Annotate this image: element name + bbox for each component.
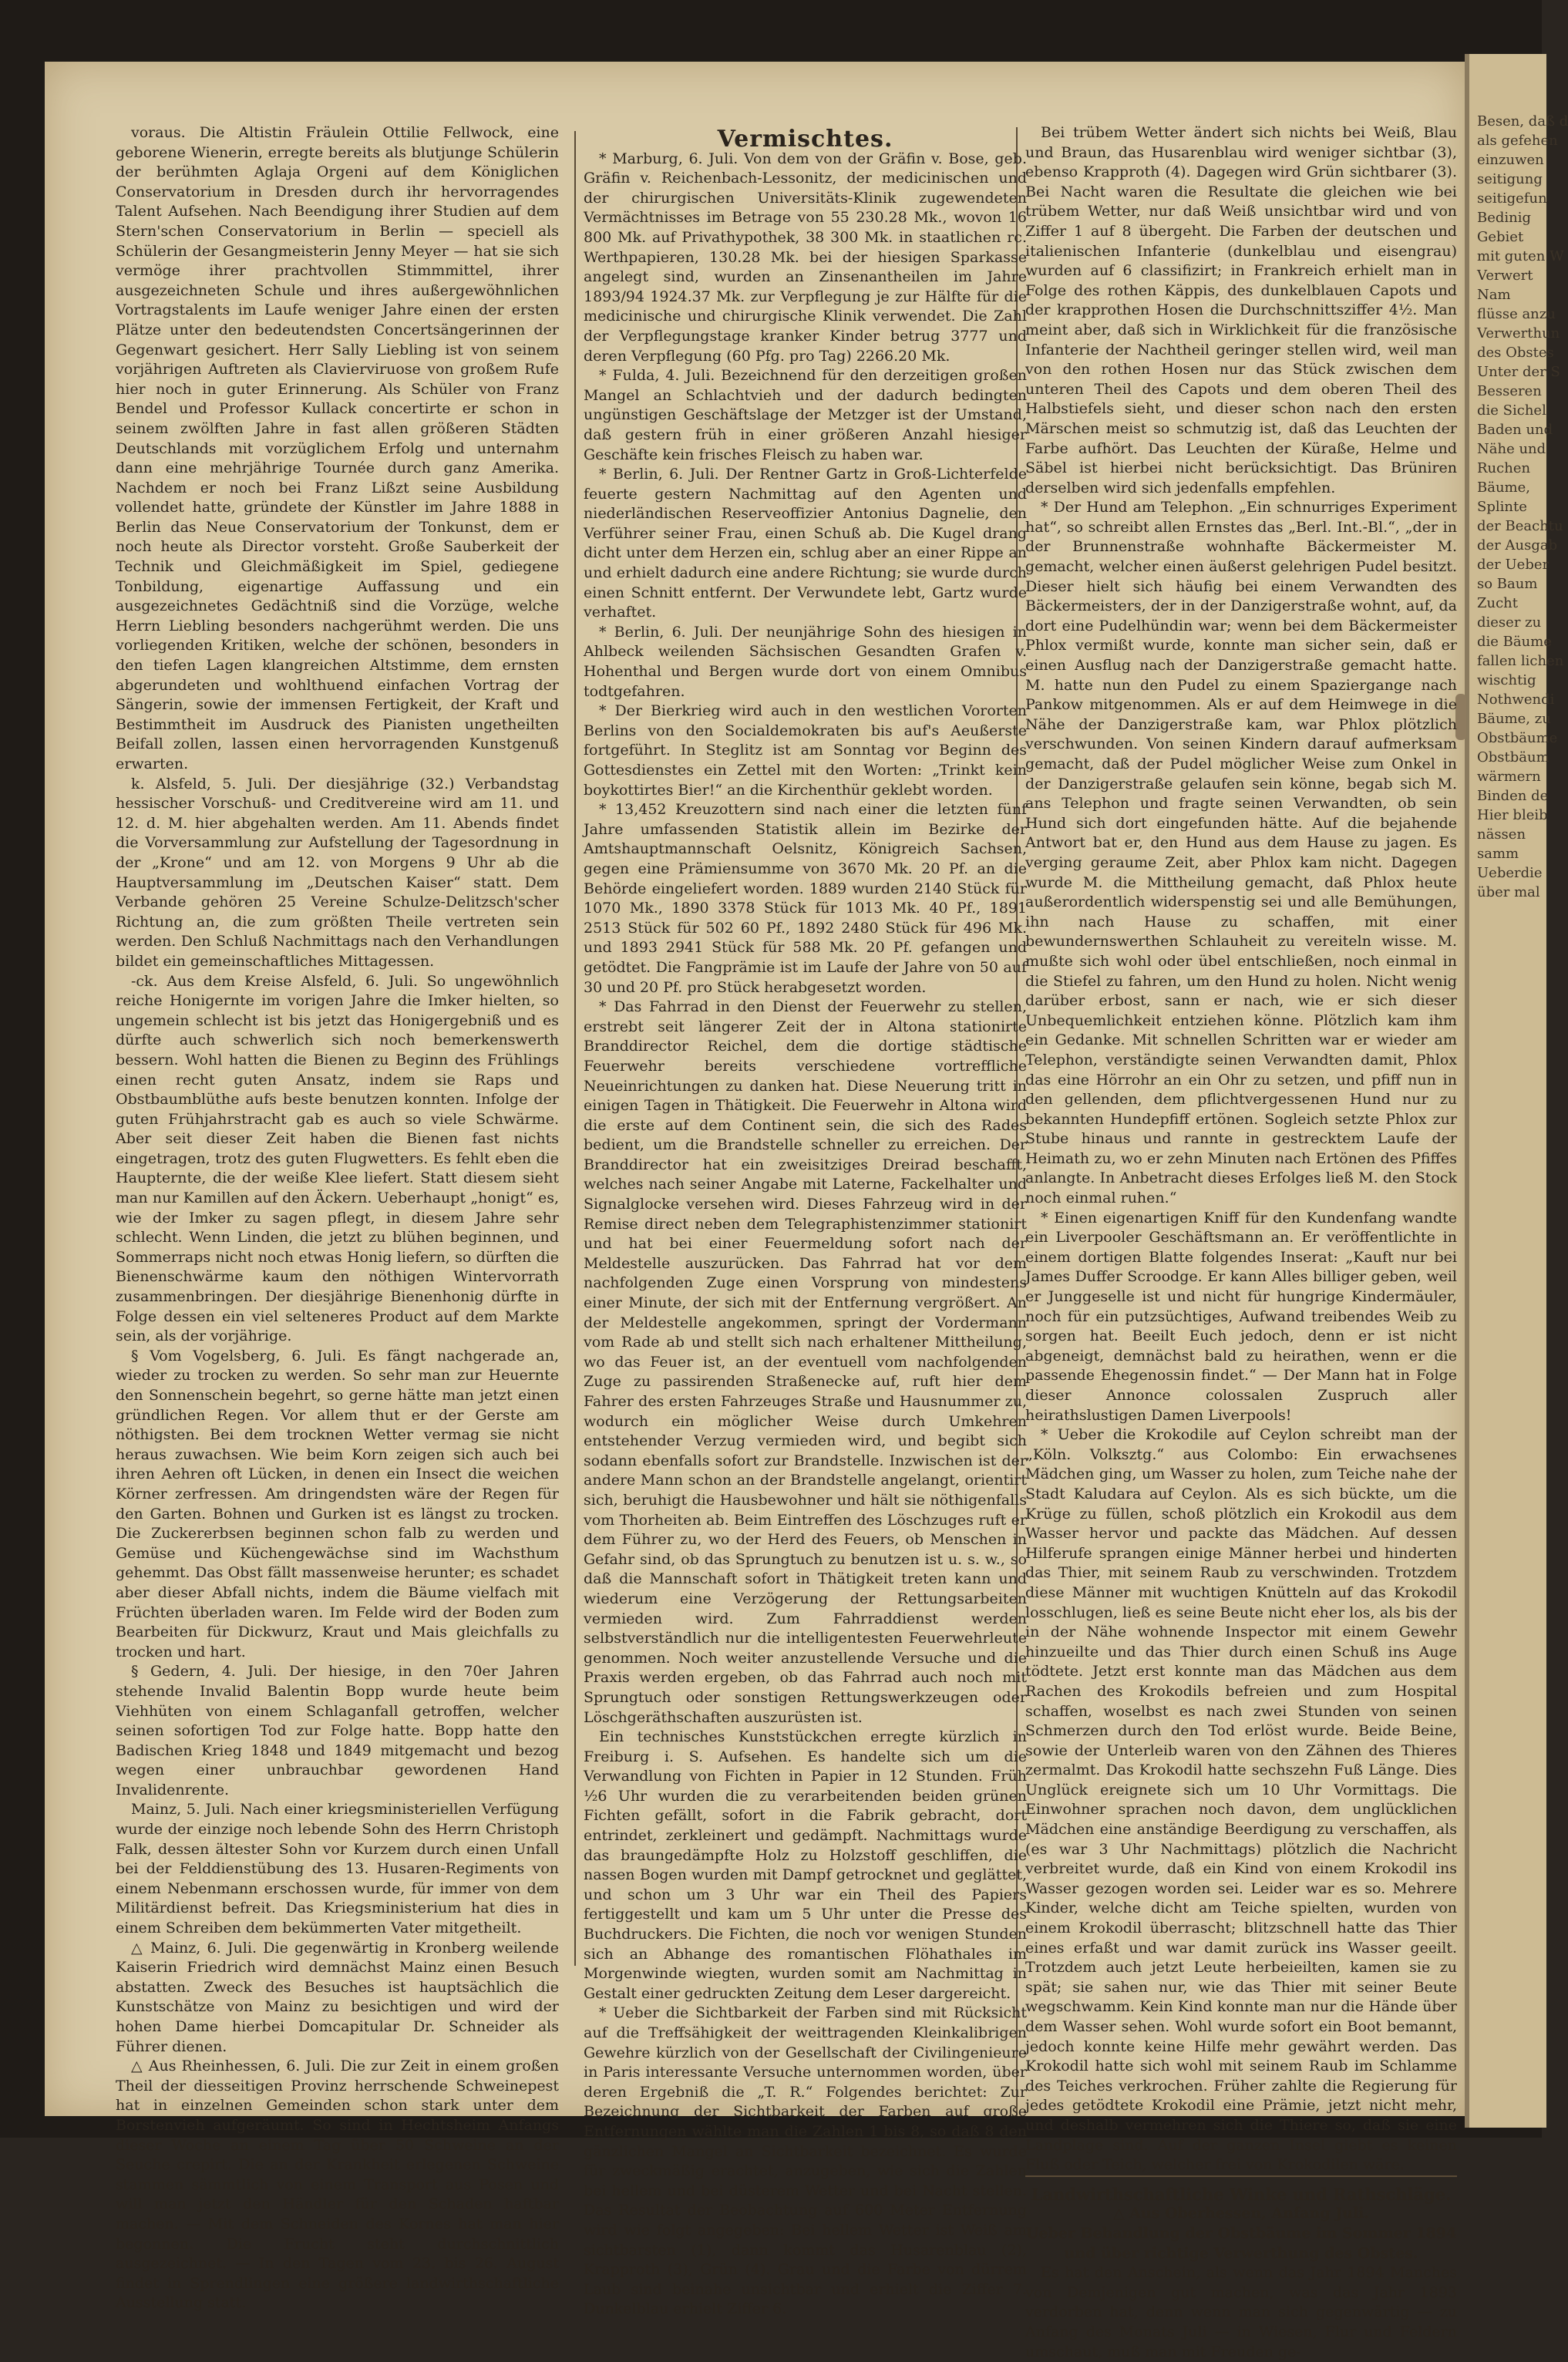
article-paragraph: * 13,452 Kreuzottern sind nach einer die letzten fünf Jahre umfassenden Statistik allein im Bezirke der Amtshauptmannschaft Oelsnitz, Königreich Sachsen, gegen eine Prämiensumme von 3670 Mk. 20 Pf. an die Behörde eingeliefert worden. 1889 wurden 2140 Stück für 1070 Mk., 1890 3378 Stück für 1013 Mk. 40 Pf., 1891 2513 Stück für 502 60 Pf., 1892 2480 Stück für 496 Mk. und 1893 2941 Stück für 588 Mk. 20 Pf. gefangen und getödtet. Die Fangprämie ist im Laufe der Jahre von 50 auf 30 und 20 Pf. pro Stück herabgesetzt worden. (584, 801, 1027, 996)
adjacent-page-fragment: Ruchen (1477, 460, 1531, 476)
adjacent-page-fragment: Nam (1477, 287, 1511, 303)
article-paragraph: k. Alsfeld, 5. Juli. Der diesjährige (32.) Verbandstag hessischer Vorschuß- und Creditvereine wird am 11. und 12. d. M. hier abgehalten werden. Am 11. Abends findet die Vorversammlung zur Aufstellung der Tagesordnung in der „Krone“ und am 12. von Morgens 9 Uhr ab die Hauptversammlung im „Deutschen Kaiser“ statt. Dem Verbande gehören 25 Vereine Schulze-Delitzsch'scher Richtung an, die zum größten Theile vertreten sein werden. Den Schluß Nachmittags nach den Verhandlungen bildet ein gemeinschaftliches Mittagessen. (116, 775, 559, 970)
adjacent-page-fragment: Bedinig (1477, 210, 1532, 226)
section-heading-vermischtes: Vermischtes. (717, 126, 893, 153)
adjacent-page-fragment: der Beachtu (1477, 518, 1563, 534)
article-paragraph: § Gedern, 4. Juli. Der hiesige, in den 70er Jahren stehende Invalid Balentin Bopp wurde heute beim Viehhüten von einem Schlaganfall getroffen, welcher seinen sofortigen Tod zur Folge hatte. Bopp hatte den Badischen Krieg 1848 und 1849 mitgemacht und bezog wegen einer unbrauchbar gewordenen Hand Invalidenrente. (116, 1663, 559, 1798)
adjacent-page-fragment: einzuwen (1477, 152, 1544, 168)
adjacent-page-fragment: seitigung (1477, 171, 1543, 187)
article-paragraph: Ein technisches Kunststückchen erregte kürzlich in Freiburg i. S. Aufsehen. Es handelte sich um die Verwandlung von Fichten in Papier in 12 Stunden. Früh ½6 Uhr wurden die zu verarbeitenden beiden grünen Fichten gefällt, sofort in die Fabrik gebracht, dort entrindet, zerkleinert und gedämpft. Nachmittags wurde das braungedämpfte Holz zu Holzstoff geschliffen, die nassen Bogen wurden mit Dampf getrocknet und geglättet, und schon um 3 Uhr war ein Theil des Papiers fertiggestellt und kam um 5 Uhr unter die Presse des Buchdruckers. Die Fichten, die noch vor wenigen Stunden sich an Abhange des romantischen Flöhathales im Morgenwinde wiegten, wurden somit am Nachmittag in Gestalt einer gedruckten Zeitung dem Leser dargereicht. (584, 1728, 1027, 2002)
adjacent-page-fragment: Hier bleib (1477, 807, 1548, 823)
adjacent-page-fragment: Baden und (1477, 422, 1553, 438)
adjacent-page-fragment: so Baum (1477, 576, 1538, 592)
column-1 (116, 123, 559, 2312)
article-paragraph: * Ueber die Krokodile auf Ceylon schreibt man der „Köln. Volksztg.“ aus Colombo: Ein erwachsenes Mädchen ging, um Wasser zu holen, zum Teiche nahe der Stadt Kaludara auf Ceylon. Als es sich bückte, um die Krüge zu füllen, schoß plötzlich ein Krokodil aus dem Wasser hervor und packte das Mädchen. Auf dessen Hilferufe sprangen einige Männer herbei und hinderten das Thier, mit seinem Raub zu verschwinden. Trotzdem diese Männer mit wuchtigen Knütteln auf das Krokodil losschlugen, ließ es seine Beute nicht eher los, als bis der in der Nähe wohnende Inspector mit einem Gewehr hinzueilte und das Thier durch einen Schuß ins Auge tödtete. Jetzt erst konnte man das Mädchen aus dem Rachen des Krokodils befreien und zum Hospital schaffen, woselbst es nach zwei Stunden von seinen Schmerzen durch den Tod erlöst wurde. Beide Beine, sowie der Unterleib waren von den Zähnen des Thieres zermalmt. Das Krokodil hatte sechszehn Fuß Länge. Dies Unglück ereignete sich um 10 Uhr Vormittags. Die Einwohner sprachen noch davon, dem unglücklichen Mädchen eine anständige Beerdigung zu verschaffen, als (es war 3 Uhr Nachmittags) plötzlich die Nachricht verbreitet wurde, daß ein Kind von einem Krokodil ins Wasser gezogen worden sei. Leider war es so. Mehrere Kinder, welche dicht am Teiche spielten, wurden von einem Krokodil überrascht; blitzschnell hatte das Thier eines erfaßt und war damit zurück ins Wasser geeilt. Trotzdem auch jetzt Leute herbeieilten, kamen sie zu spät; sie sahen nur, wie das Thier mit seiner Beute wegschwamm. Kein Kind konnte man nur die Hände über dem Wasser sehen. Wohl wurde sofort ein Boot bemannt, jedoch konnte keine Hilfe mehr gewährt werden. Das Krokodil hatte sich wohl mit seinem Raub im Schlamme des Teiches verkrochen. Früher zahlte die Regierung für jedes getödtete Krokodil eine Prämie, jetzt nicht mehr, und deshalb vermehren sich die Thiere so, daß sie eine Landplage sind. Auf der ganzen Insel giebt es keinen Fluß oder Teich, welcher frei von Krokodilen wäre. (1025, 1426, 1457, 2174)
column-3-body (1025, 123, 1457, 2175)
article-paragraph: * Berlin, 6. Juli. Der Rentner Gartz in Groß-Lichterfelde feuerte gestern Nachmittag auf den Agenten und niederländischen Reserveoffizier Antonius Dagnelie, den Verführer seiner Frau, einen Schuß ab. Die Kugel drang dicht unter dem Herzen ein, schlug aber an einer Rippe an und erhielt dadurch eine andere Richtung; sie wurde durch einen Schnitt entfernt. Der Verwundete lebt, Gartz wurde verhaftet. (584, 466, 1027, 621)
adjacent-page-fragment: samm (1477, 846, 1519, 862)
adjacent-page-fragment: wärmern (1477, 769, 1541, 785)
column-2-body (584, 150, 1027, 2320)
article-paragraph: Mainz, 5. Juli. Nach einer kriegsministeriellen Verfügung wurde der einzige noch lebende Sohn des Herrn Christoph Falk, dessen ältester Sohn vor Kurzem durch einen Unfall bei der Felddienstübung des 13. Husaren-Regiments von einem Nebenmann erschossen wurde, für immer von dem Militärdienst befreit. Das Kriegsministerium hat dies in einem Schreiben dem bekümmerten Vater mitgetheilt. (116, 1801, 559, 1937)
agriculture-subtitle: Ueber Behandlung der Obstbäume im Sommer 1894 und über richtige Verwerthung des Obstes. (1025, 2224, 1457, 2262)
article-paragraph: * Der Bierkrieg wird auch in den westlichen Vororten Berlins von den Socialdemokraten bis auf's Aeußerste fortgeführt. In Steglitz ist am Sonntag vor Beginn des Gottesdienstes ein Zettel mit den Worten: „Trinkt kein boykottirtes Bier!“ an die Kirchenthür geklebt worden. (584, 702, 1027, 799)
adjacent-page-fragment: Verwerthun (1477, 325, 1560, 342)
article-paragraph: * Der Hund am Telephon. „Ein schnurriges Experiment hat“, so schreibt allen Ernstes das „Berl. Int.-Bl.“, „der in der Brunnenstraße wohnhafte Bäckermeister M. gemacht, welcher einen äußerst gelehrigen Pudel besitzt. Dieser hielt sich häufig bei einem Verwandten des Bäckermeisters, der in der Danzigerstraße wohnt, auf, da dort eine Pudelhündin war; wenn bei dem Bäckermeister Phlox vermißt wurde, konnte man sicher sein, daß er einen Ausflug nach der Danzigerstraße gemacht hatte. M. hatte nun den Pudel zu einem Spaziergange nach Pankow mitgenommen. Als er auf dem Heimwege in die Nähe der Danzigerstraße kam, war Phlox plötzlich verschwunden. Von seinen Kindern darauf aufmerksam gemacht, daß der Pudel möglicher Weise zum Onkel in der Danzigerstraße gelaufen sein könne, begab sich M. ans Telephon und fragte seinen Verwandten, ob sein Hund sich dort eingefunden hätte. Auf die bejahende Antwort bat er, den Hund aus dem Hause zu jagen. Es verging geraume Zeit, aber Phlox kam nicht. Dagegen wurde M. die Mittheilung gemacht, daß Phlox heute außerordentlich widerspenstig sei und alle Bemühungen, ihn nach Hause zu schaffen, mit einer bewundernswerthen Schlauheit zu vereiteln wisse. M. mußte sich wohl oder übel entschließen, noch einmal in die Stiefel zu fahren, um den Hund zu holen. Nicht wenig darüber erbost, sann er nach, wie er sich dieser Unbequemlichkeit entziehen könne. Plötzlich kam ihm ein Gedanke. Mit schnellen Schritten war er wieder am Telephon, verständigte seinen Verwandten damit, Phlox das eine Hörrohr an ein Ohr zu setzen, und pfiff nun in den gellenden, dem pflichtvergessenen Hund nur zu bekannten Hundepfiff ertönen. Sogleich setzte Phlox zur Stube hinaus und rannte in gestrecktem Laufe der Heimath zu, wo er zehn Minuten nach Ertönen des Pfiffes anlangte. In Anbetracht dieses Erfolges ließ M. den Stock noch einmal ruhen.“ (1025, 499, 1457, 1207)
article-paragraph: * Ueber die Sichtbarkeit der Farben sind mit Rücksicht auf die Treffsähigkeit der weittragenden Kleinkalibrigen Gewehre kürzlich von der Gesellschaft der Civilingenieure in Paris interessante Versuche unternommen worden, über deren Ergebniß die „T. R.“ Folgendes berichtet: Zur Bezeichnung der Sichtbarkeit der Farben auf große Entfernungen wählte man die Zahlen 1 bis 8, so daß 8 den gänzlichen Mangel an Sichtbarkeit bezeichnet. Es wurde für zweckmäßig erachtet, anzugeben, wie sich die Zahlen bei hellem und bei düsterem Wetter und bei Nacht stellen. Das Resultat der Beobachtung auf 600 Meter Entfernung wird wie folgt angegeben: Bei hellem Wetter ist Weiß am sichtbarsten (1), dann kommt das Husarenblau (2), Krapproth (3), Grün (4). Grau und die Farbe von dürrem Laub sind beinahe unsichtbar und erhielt die Ziffer 7. Dunkelblau erhielt Ziffer 6. (584, 2004, 1027, 2318)
adjacent-page-strip (1465, 54, 1568, 2128)
column-3 (1025, 123, 1457, 2360)
adjacent-page-fragment: Verwert (1477, 267, 1533, 284)
adjacent-page-fragment: des Obstes (1477, 345, 1554, 361)
adjacent-page-fragment: flüsse anzu (1477, 306, 1556, 322)
adjacent-page-fragment: der Ausgab (1477, 537, 1558, 553)
adjacent-page-fragment: wischtig (1477, 672, 1536, 688)
article-paragraph: △ Aus Rheinhessen, 6. Juli. Die zur Zeit in einem großen Theil der diesseitigen Provinz herrschende Schweinepest hat in einzelnen Gemeinden schon stark unter dem Borstenvieh aufgeräumt. So sind in Hechtsheim Anfangs dieser Woche an einem Tag über 50 Schweine an der Seuche crepirt. Die an der Krankheit erlegenen Schweine stammen sämmtlich von einem Transport aus Posen und will man jetzt den Händler für den Schaden haftbar machen. — Mit dem Schneiden des Kornes hat man hier begonnen. Die Frucht steht durchschnittlich ausgezeichnet. — In den Tagen vom 23. bis 26. August findet in Sprendlingen eine größere landwirthschaftliche Ausstellung statt. (116, 2057, 559, 2312)
adjacent-page-fragment: die Bäume (1477, 634, 1552, 650)
article-paragraph: * Fulda, 4. Juli. Bezeichnend für den derzeitigen großen Mangel an Schlachtvieh und der dadurch bedingten ungünstigen Geschäftslage der Metzger ist der Umstand, daß gestern früh in einer größeren Anzahl hiesiger Geschäfte kein frisches Fleisch zu haben war. (584, 367, 1027, 463)
adjacent-page-fragment: Zucht (1477, 595, 1519, 611)
agriculture-section-heading: Landwirthschaftliche Winke und Rathschläge. (1025, 2175, 1457, 2205)
adjacent-page-fragment: Obstbäume (1477, 730, 1558, 746)
adjacent-page-fragment: mit guten W (1477, 248, 1564, 264)
adjacent-page-fragment: über mal (1477, 884, 1540, 900)
margin-stain (1455, 694, 1466, 740)
article-paragraph: voraus. Die Altistin Fräulein Ottilie Fellwock, eine geborene Wienerin, erregte bereits als blutjunge Schülerin der berühmten Aglaja Orgeni auf dem Königlichen Conservatorium in Dresden durch ihr hervorragendes Talent Aufsehen. Nach Beendigung ihrer Studien auf dem Stern'schen Conservatorium in Berlin — speciell als Schülerin der Gesangmeisterin Jenny Meyer — hat sie sich vermöge ihrer prachtvollen Stimmmittel, ihrer ausgezeichneten Schule und ihres außergewöhnlichen Vortragstalents im Laufe weniger Jahre einen der ersten Plätze unter den bedeutendsten Concertsängerinnen der Gegenwart gesichert. Herr Sally Liebling ist von seinem vorjährigen Auftreten als Clavierviruose von großem Rufe hier noch in guter Erinnerung. Als Schüler von Franz Bendel und Professor Kullack concertirte er schon in seinem zwölften Jahre in fast allen größeren Städten Deutschlands mit vorzüglichem Erfolg und unternahm dann eine mehrjährige Tournée durch ganz Amerika. Nachdem er noch bei Franz Lißzt seine Ausbildung vollendet hatte, gründete der Künstler im Jahre 1888 in Berlin das Neue Conservatorium der Tonkunst, dem er noch heute als Director vorsteht. Große Sauberkeit der Technik und Gleichmäßigkeit im Spiel, gediegene Tonbildung, eigenartige Auffassung und ein ausgezeichnetes Gedächtniß sind die Vorzüge, welche Herrn Liebling besonders nachgerühmt werden. Die uns vorliegenden Kritiken, welche der schönen, besonders in den tiefen Lagen klangreichen Altstimme, dem ernsten abgerundeten und wohlthuend einfachen Vortrag der Sängerin, sowie der immensen Fertigkeit, der Kraft und Bestimmtheit im Ausdruck des Pianisten ungetheilten Beifall zollen, lassen einen hervorragenden Kunstgenuß erwarten. (116, 124, 559, 772)
article-paragraph: △ Mainz, 6. Juli. Die gegenwärtig in Kronberg weilende Kaiserin Friedrich wird demnächst Mainz einen Besuch abstatten. Zweck des Besuches ist hauptsächlich die Kunstschätze von Mainz zu besichtigen und wird der hohen Dame hierbei Domcapitular Dr. Schneider als Führer dienen. (116, 1939, 559, 2055)
adjacent-page-fragment: seitigefun (1477, 190, 1547, 207)
adjacent-page-fragment: Nothwendi (1477, 691, 1555, 708)
article-paragraph: * Marburg, 6. Juli. Von dem von der Gräfin v. Bose, geb. Gräfin v. Reichenbach-Lessonitz, der medicinischen und der chirurgischen Universitäts-Klinik zugewendeten Vermächtnisses im Betrage von 55 230.28 Mk., wovon 16 800 Mk. auf Privathypothek, 38 300 Mk. in staatlichen rc. Werthpapieren, 130.28 Mk. bei der hiesigen Sparkasse angelegt sind, wurden an Zinsenantheilen im Jahre 1893/94 1924.37 Mk. zur Verpflegung je zur Hälfte für die medicinische und chirurgische Klinik verwendet. Die Zahl der Verpflegungstage kranker Kinder betrug 3777 und deren Verpflegung (60 Pfg. pro Tag) 2266.20 Mk. (584, 150, 1027, 365)
agriculture-paragraph: Es hat den Anschein, als wenn das Jahr 1894 Manches von Demjenigen gut machen, was das Jahr 1893 verdorben hat, denn wenn man sich gegenwärtig — zu Anfang des Monats Juli — in Wiesen, Flur und Feldern umschaut, muß man mit Freuden ge- (1025, 2264, 1457, 2360)
column-2 (584, 126, 1027, 2318)
adjacent-page-fragment: Gebiet (1477, 229, 1524, 245)
article-paragraph: * Berlin, 6. Juli. Der neunjährige Sohn des hiesigen in Ahlbeck weilenden Sächsischen Gesandten Grafen v. Hohenthal und Bergen wurde dort von einem Omnibus todtgefahren. (584, 623, 1027, 700)
adjacent-page-fragment: die Sichel (1477, 402, 1546, 419)
agriculture-dateline: △ Aus Oberhessen, Anfang Juli. (1112, 2205, 1370, 2222)
adjacent-page-fragment: Ueberdie (1477, 865, 1543, 881)
adjacent-page-fragment: Nähe und (1477, 441, 1546, 457)
article-paragraph: Bei trübem Wetter ändert sich nichts bei Weiß, Blau und Braun, das Husarenblau wird weniger sichtbar (3), ebenso Krapproth (4). Dagegen wird Grün sichtbarer (3). Bei Nacht waren die Resultate die gleichen wie bei trübem Wetter, nur daß Weiß unsichtbar wird und von Ziffer 1 auf 8 übergeht. Die Farben der deutschen und italienischen Infanterie (dunkelblau und eisengrau) wurden auf 6 classifizirt; in Frankreich erhielt man in Folge des rothen Käppis, des dunkelblauen Capots und der krapprothen Hosen die Durchschnittsziffer 4½. Man meint aber, daß sich in Wirklichkeit für die französische Infanterie der Nachtheil geringer stellen wird, weil man von den rothen Hosen nur das Stück zwischen dem unteren Theil des Capots und dem oberen Theil des Halbstiefels sieht, und dieser schon nach den ersten Märschen meist so schmutzig ist, daß das Leuchten der Farbe aufhört. Das Leuchten der Küraße, Helme und Säbel ist hierbei nicht berücksichtigt. Das Brüniren derselben wird sich jedenfalls empfehlen. (1025, 124, 1457, 496)
column-rule-1 (574, 131, 576, 1966)
adjacent-page-fragment: der Ueber (1477, 557, 1549, 573)
adjacent-page-fragment: Unter der S (1477, 364, 1560, 380)
article-paragraph: -ck. Aus dem Kreise Alsfeld, 6. Juli. So ungewöhnlich reiche Honigernte im vorigen Jahre die Imker hielten, so ungemein schlecht ist bis jetzt das Honigergebniß und es dürfte auch schwerlich sich noch bemerkenswerth bessern. Wohl hatten die Bienen zu Beginn des Frühlings einen recht guten Ansatz, indem sie Raps und Obstbaumblüthe aufs beste benutzen konnten. Infolge der guten Frühjahrstracht gab es auch so viele Schwärme. Aber seit dieser Zeit haben die Bienen fast nichts eingetragen, trotz des guten Flugwetters. Es fehlt eben die Haupternte, die der weiße Klee liefert. Statt diesem sieht man nur Kamillen auf den Äckern. Ueberhaupt „honigt“ es, wie der Imker zu sagen pflegt, in diesem Jahre sehr schlecht. Wenn Linden, die jetzt zu blühen beginnen, und Sommerraps nicht noch etwas Honig liefern, so dürften die Bienenschwärme kaum den nöthigen Wintervorrath zusammenbringen. Der diesjährige Bienenhonig dürfte in Folge dessen ein viel selteneres Product auf dem Markte sein, als der vorjährige. (116, 972, 559, 1345)
adjacent-page-fragment: fallen lichen (1477, 653, 1564, 669)
adjacent-page-fragment: Obstbäum (1477, 749, 1549, 765)
adjacent-page-fragment: Besen, daß d (1477, 113, 1568, 130)
adjacent-page-fragment: Bäume, (1477, 479, 1530, 496)
article-paragraph: * Das Fahrrad in den Dienst der Feuerwehr zu stellen, erstrebt seit längerer Zeit der in Altona stationirte Branddirector Reichel, dem die dortige städtische Feuerwehr bereits verschiedene vortreffliche Neueinrichtungen zu danken hat. Diese Neuerung tritt in einigen Tagen in Thätigkeit. Die Feuerwehr in Altona wird die erste auf dem Continent sein, die sich des Rades bedient, um die Brandstelle schneller zu erreichen. Der Branddirector hat ein zweisitziges Dreirad beschafft, welches nach seiner Angabe mit Laterne, Fackelhalter und Signalglocke versehen wird. Dieses Fahrzeug wird in der Remise direct neben dem Telegraphistenzimmer stationirt und hat bei einer Feuermeldung sofort nach der Meldestelle auszurücken. Das Fahrrad hat vor dem nachfolgenden Zuge einen Vorsprung von mindestens einer Minute, der sich mit der Entfernung vergrößert. An der Meldestelle angekommen, springt der Vordermann vom Rade ab und stellt sich nach erhaltener Mittheilung, wo das Feuer ist, an der eventuell vom nachfolgenden Zuge zu passirenden Straßenecke auf, ruft hier dem Fahrer des ersten Fahrzeuges Straße und Hausnummer zu, wodurch ein möglicher Weise durch Umkehren entstehender Verzug vermieden wird, und begibt sich sodann ebenfalls sofort zur Brandstelle. Inzwischen ist der andere Mann schon an der Brandstelle angelangt, orientirt sich, beruhigt die Hausbewohner und hält sie nöthigenfalls vom Thorheiten ab. Beim Eintreffen des Löschzuges ruft er dem Führer zu, wo der Herd des Feuers, ob Menschen in Gefahr sind, ob das Sprungtuch zu benutzen ist u. s. w., so daß die Mannschaft sofort in Thätigkeit treten kann und wiederum eine Verzögerung der Rettungsarbeiten vermieden wird. Zum Fahrraddienst werden selbstverständlich nur die intelligentesten Feuerwehrleute genommen. Noch weiter anzustellende Versuche und die Praxis werden ergeben, ob das Fahrrad auch noch mit Sprungtuch oder sonstigen Rettungswerkzeugen oder Löschgeräthschaften auszurüsten ist. (584, 998, 1027, 1726)
adjacent-page-fragment: Besseren (1477, 383, 1542, 399)
article-paragraph: § Vom Vogelsberg, 6. Juli. Es fängt nachgerade an, wieder zu trocken zu werden. So sehr man zur Heuernte den Sonnenschein begehrt, so gerne hätte man jetzt einen gründlichen Regen. Vor allem thut er der Gerste am nöthigsten. Bei dem trocknen Wetter vermag sie nicht heraus zuwachsen. Wie beim Korn zeigen sich auch bei ihren Aehren oft Lücken, in denen ein Insect die weichen Körner zerfressen. Am dringendsten wäre der Regen für den Garten. Bohnen und Gurken ist es längst zu trocken. Die Zuckererbsen beginnen schon falb zu werden und Gemüse und Küchengewächse sind im Wachsthum gehemmt. Das Obst fällt massenweise herunter; es schadet aber dieser Abfall nichts, indem die Bäume vielfach mit Früchten überladen waren. Im Felde wird der Boden zum Bearbeiten für Dickwurz, Kraut und Mais gleichfalls zu trocken und hart. (116, 1347, 559, 1660)
adjacent-page-fragment: dieser zu (1477, 614, 1542, 631)
adjacent-page-fragment: nässen (1477, 826, 1526, 843)
adjacent-page-fragment: Splinte (1477, 499, 1527, 515)
adjacent-page-fragment: Bäume, zu (1477, 711, 1551, 727)
adjacent-page-fragment: Binden de (1477, 788, 1549, 804)
adjacent-page-fragment: als gefehen (1477, 133, 1558, 149)
article-paragraph: * Einen eigenartigen Kniff für den Kundenfang wandte ein Liverpooler Geschäftsmann an. Er veröffentlichte in einem dortigen Blatte folgendes Inserat: „Kauft nur bei James Duffer Scroodge. Er kann Alles billiger geben, weil er Junggeselle ist und nicht für hungrige Kindermäuler, noch für ein putzsüchtiges, Aufwand treibendes Weib zu sorgen hat. Beeilt Euch jedoch, denn er ist nicht abgeneigt, demnächst bald zu heirathen, wenn er die passende Ehegenossin findet.“ — Der Mann hat in Folge dieser Annonce colossalen Zuspruch aller heirathslustigen Damen Liverpools! (1025, 1209, 1457, 1424)
